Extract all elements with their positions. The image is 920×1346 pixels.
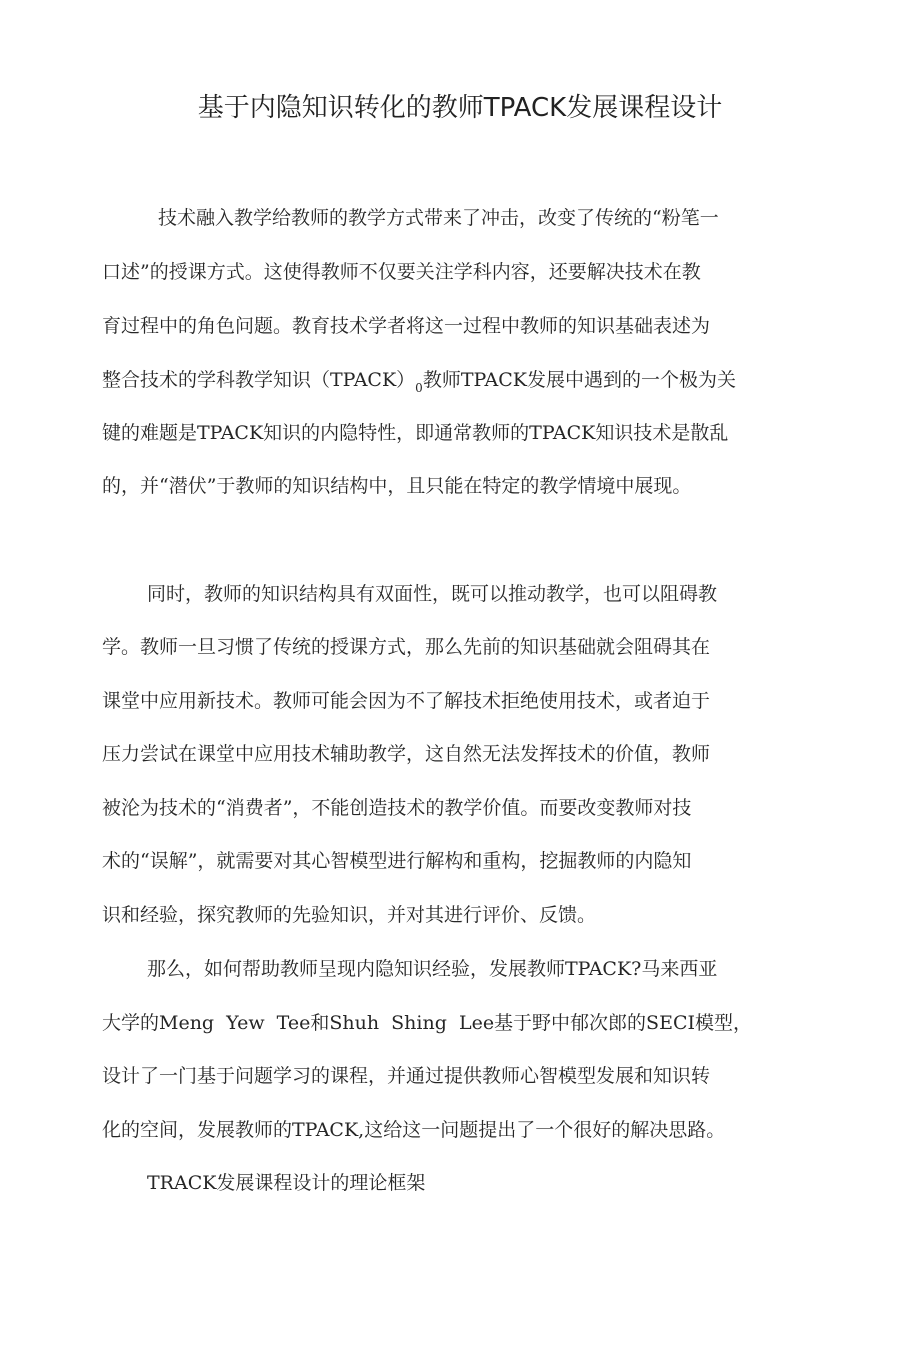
page-title: 基于内隐知识转化的教师TPACK发展课程设计 xyxy=(197,93,723,123)
paragraph-2-line-3: 课堂中应用新技术。教师可能会因为不了解技术拒绝使用技术，或者迫于 xyxy=(102,690,711,712)
paragraph-3-line-4: 化的空间，发展教师的TPACK,这给这一问题提出了一个很好的解决思路。 xyxy=(102,1119,726,1141)
paragraph-3-line-3: 设计了一门基于问题学习的课程，并通过提供教师心智模型发展和知识转 xyxy=(102,1065,711,1087)
paragraph-1-line-2: 口述”的授课方式。这使得教师不仅要关注学科内容，还要解决技术在教 xyxy=(102,261,701,283)
paragraph-1-line-4a: 整合技术的学科教学知识（TPACK） xyxy=(102,369,416,391)
paragraph-2-line-7: 识和经验，探究教师的先验知识，并对其进行评价、反馈。 xyxy=(102,904,597,926)
paragraph-3-line-1: 那么，如何帮助教师呈现内隐知识经验，发展教师TPACK?马来西亚 xyxy=(147,958,718,980)
paragraph-2-line-1: 同时，教师的知识结构具有双面性，既可以推动教学，也可以阻碍教 xyxy=(147,583,718,605)
section-heading: TRACK发展课程设计的理论框架 xyxy=(147,1172,426,1194)
paragraph-2-line-6: 术的“误解”，就需要对其心智模型进行解构和重构，挖掘教师的内隐知 xyxy=(102,850,692,872)
paragraph-1-line-4b: 教师TPACK发展中遇到的一个极为关 xyxy=(422,369,736,391)
paragraph-2-line-5: 被沦为技术的“消费者”，不能创造技术的教学价值。而要改变教师对技 xyxy=(102,797,692,819)
paragraph-1-line-1: 技术融入教学给教师的教学方式带来了冲击，改变了传统的“粉笔一 xyxy=(158,207,719,229)
paragraph-3-line-2: 大学的Meng Yew Tee和Shuh Shing Lee基于野中郁次郎的SECI模型， xyxy=(102,1012,752,1034)
paragraph-1-line-6: 的，并“潜伏”于教师的知识结构中，且只能在特定的教学情境中展现。 xyxy=(102,475,692,497)
paragraph-1-line-4 xyxy=(102,366,736,402)
paragraph-1-subscript: 0 xyxy=(415,381,423,395)
paragraph-2-line-2: 学。教师一旦习惯了传统的授课方式，那么先前的知识基础就会阻碍其在 xyxy=(102,636,711,658)
paragraph-1-line-5: 键的难题是TPACK知识的内隐特性，即通常教师的TPACK知识技术是散乱 xyxy=(102,422,729,444)
paragraph-2-line-4: 压力尝试在课堂中应用技术辅助教学，这自然无法发挥技术的价值，教师 xyxy=(102,743,711,765)
paragraph-1-line-3: 育过程中的角色问题。教育技术学者将这一过程中教师的知识基础表述为 xyxy=(102,315,711,337)
